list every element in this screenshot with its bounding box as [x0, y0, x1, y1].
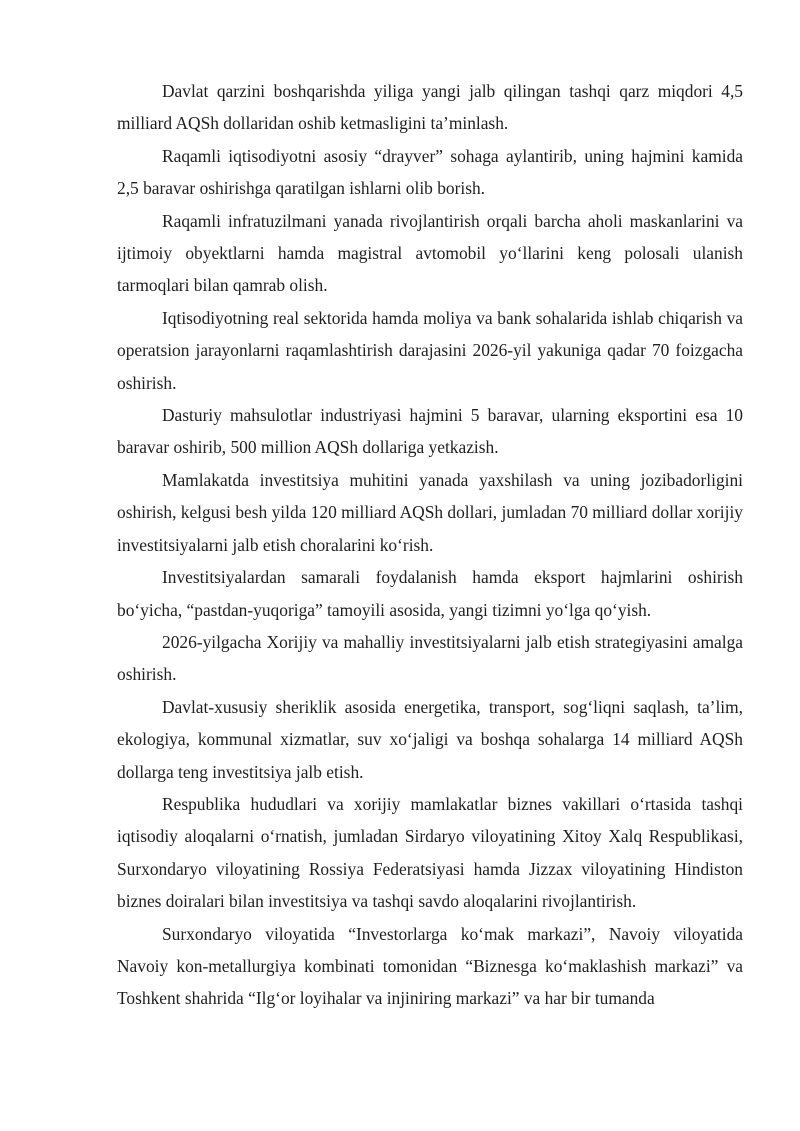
- paragraph-9: Davlat-xususiy sheriklik asosida energetika, transport, sog‘liqni saqlash, ta’lim, ekologiya, kommunal xizmatlar, suv xo‘jaligi va boshqa sohalarga 14 milliard AQSh dollarga teng investitsiya jalb etish.: [117, 696, 743, 782]
- paragraph-5: Dasturiy mahsulotlar industriyasi hajmini 5 baravar, ularning eksportini esa 10 baravar oshirib, 500 million AQSh dollariga yetkazish.: [117, 405, 743, 458]
- paragraph-3: Raqamli infratuzilmani yanada rivojlantirish orqali barcha aholi maskanlarini va ijtimoiy obyektlarni hamda magistral avtomobil yo‘llarini keng polosali ulanish tarmoqlari bilan qamrab olish.: [117, 210, 743, 296]
- paragraph-7: Investitsiyalardan samarali foydalanish hamda eksport hajmlarini oshirish bo‘yicha, “pastdan-yuqoriga” tamoyili asosida, yangi tizimni yo‘lga qo‘yish.: [117, 567, 743, 620]
- paragraph-8: 2026-yilgacha Xorijiy va mahalliy investitsiyalarni jalb etish strategiyasini amalga oshirish.: [117, 631, 743, 685]
- document-page: [117, 75, 743, 1015]
- paragraph-4: Iqtisodiyotning real sektorida hamda moliya va bank sohalarida ishlab chiqarish va operatsion jarayonlarni raqamlashtirish darajasini 2026-yil yakuniga qadar 70 foizgacha oshirish.: [117, 307, 743, 393]
- paragraph-10: Respublika hududlari va xorijiy mamlakatlar biznes vakillari o‘rtasida tashqi iqtisodiy aloqalarni o‘rnatish, jumladan Sirdaryo viloyatining Xitoy Xalq Respublikasi, Surxondaryo viloyatining Rossiya Federatsiyasi hamda Jizzax viloyatining Hindiston biznes doiralari bilan investitsiya va tashqi savdo aloqalarini rivojlantirish.: [117, 793, 743, 912]
- paragraph-1: Davlat qarzini boshqarishda yiliga yangi jalb qilingan tashqi qarz miqdori 4,5 milliard AQSh dollaridan oshib ketmasligini ta’minlash.: [117, 81, 743, 134]
- paragraph-6: Mamlakatda investitsiya muhitini yanada yaxshilash va uning jozibadorligini oshirish, kelgusi besh yilda 120 milliard AQSh dollari, jumladan 70 milliard dollar xorijiy investitsiyalarni jalb etish choralarini ko‘rish.: [117, 469, 743, 555]
- paragraph-11: Surxondaryo viloyatida “Investorlarga ko‘mak markazi”, Navoiy viloyatida Navoiy kon-metallurgiya kombinati tomonidan “Biznesga ko‘maklashish markazi” va Toshkent shahrida “Ilg‘or loyihalar va injiniring markazi” va har bir tumanda: [117, 923, 743, 1009]
- paragraph-2: Raqamli iqtisodiyotni asosiy “drayver” sohaga aylantirib, uning hajmini kamida 2,5 baravar oshirishga qaratilgan ishlarni olib borish.: [117, 145, 743, 199]
